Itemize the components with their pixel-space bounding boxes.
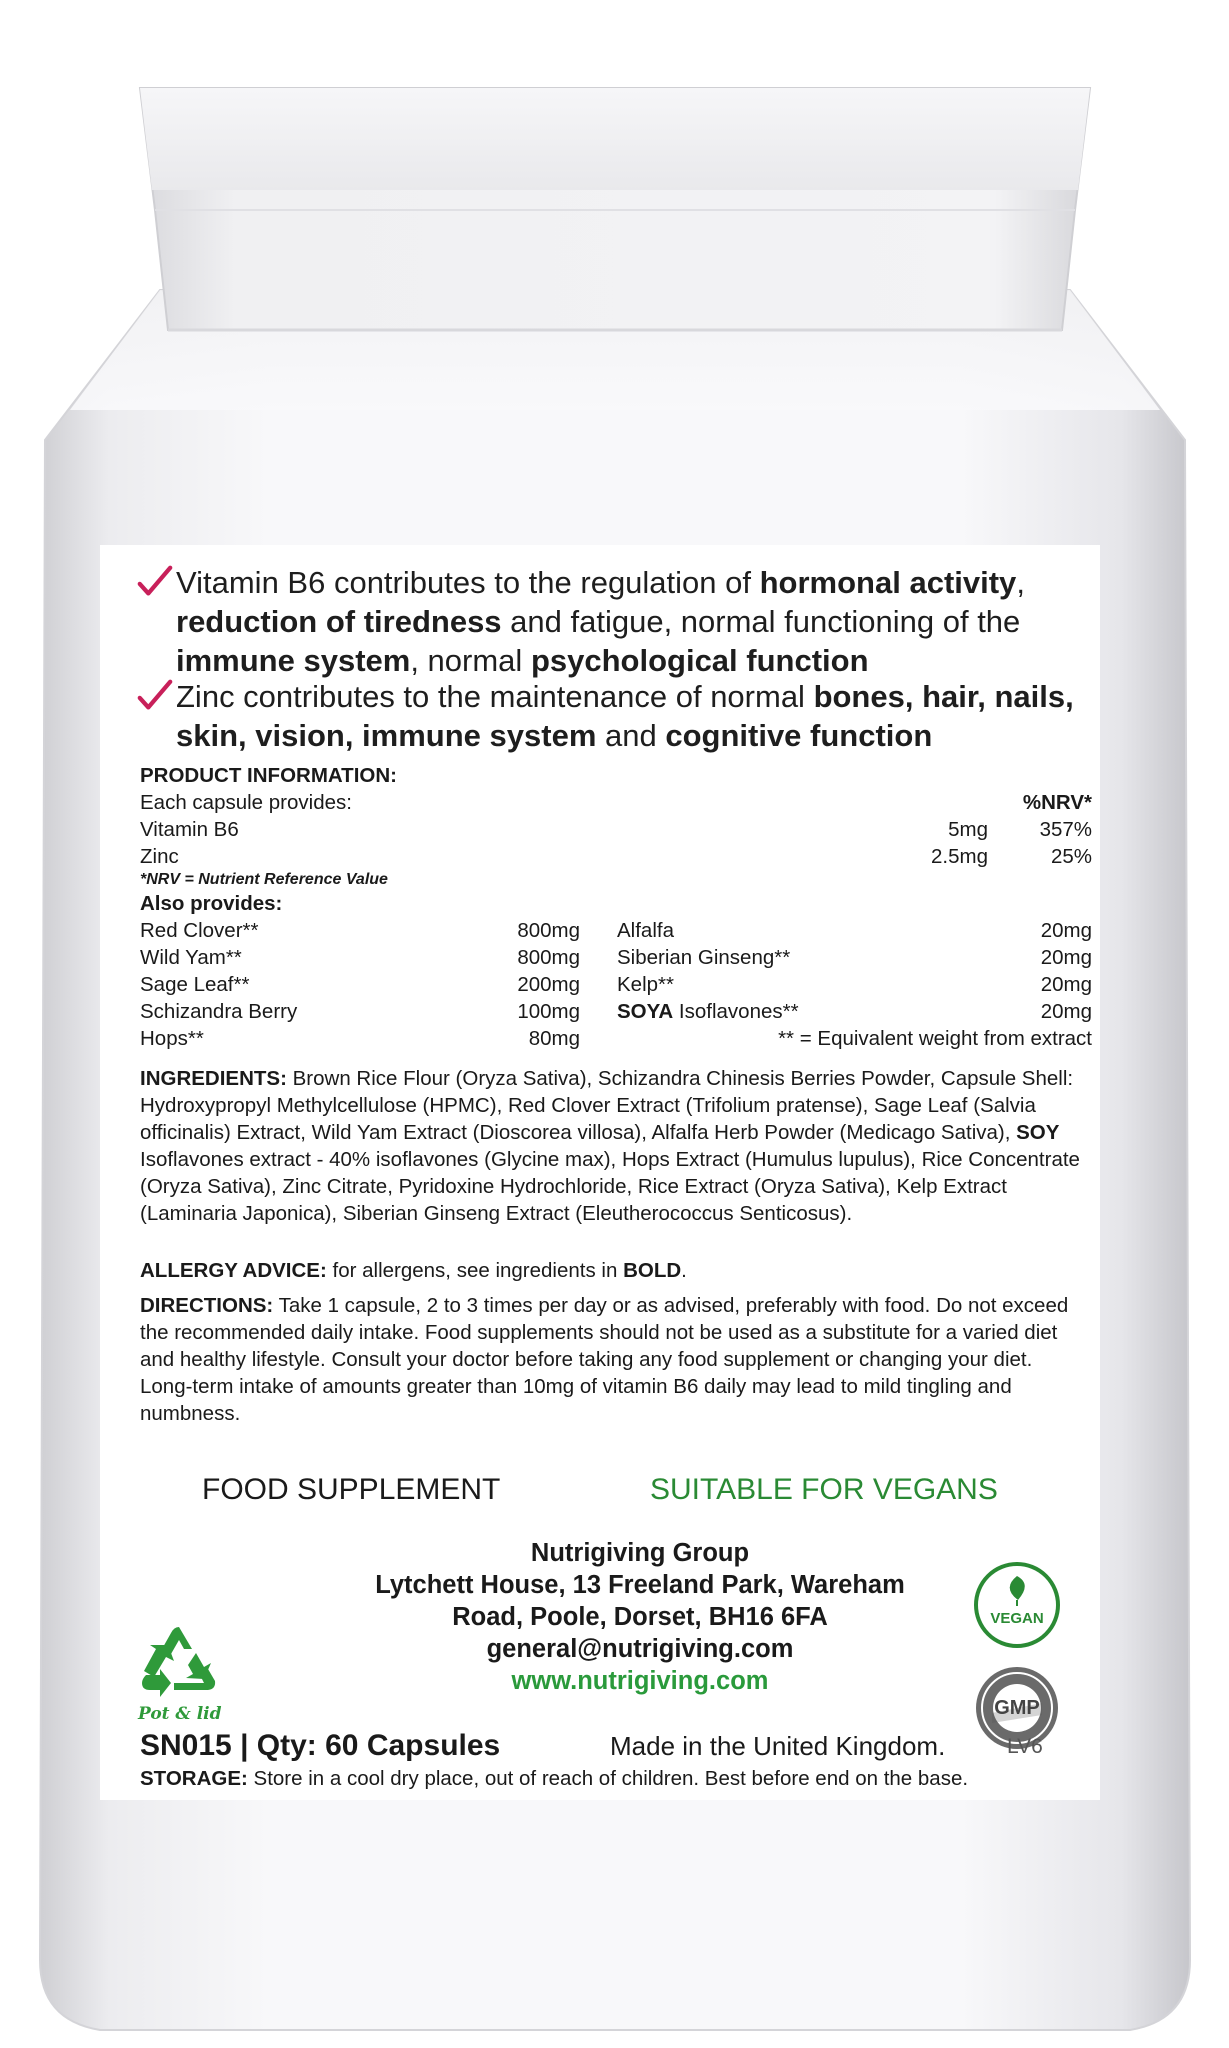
nutrient-row-b6: Vitamin B6 5mg 357% [140,818,1092,841]
company-address: Nutrigiving Group Lytchett House, 13 Freeland Park, Wareham Road, Poole, Dorset, BH16 6FA general@nutrigiving.com www.nutrigiving.com [280,1537,1000,1697]
also-provides-heading: Also provides: [140,892,283,915]
list-item: Schizandra Berry 100mg [140,1000,580,1023]
list-item: Alfalfa 20mg [617,919,1092,942]
recycle-label: Pot & lid [138,1704,222,1724]
product-code: SN015 | Qty: 60 Capsules [140,1729,501,1762]
recycle-badge [138,1623,228,1724]
also-provides-left [140,917,580,1052]
list-item: Wild Yam** 800mg [140,946,580,969]
health-claim-zinc: Zinc contributes to the maintenance of normal bones, hair, nails, skin, vision, immune system and cognitive function [176,677,1076,755]
company-website: www.nutrigiving.com [511,1667,769,1695]
b6-warning: Long-term intake of amounts greater than 10mg of vitamin B6 daily may lead to mild tingling and numbness. [140,1375,1012,1425]
directions: DIRECTIONS: Take 1 capsule, 2 to 3 times per day or as advised, preferably with food. Do not exceed the recommended daily intake. Food supplements should not be used as a substitute for a varied diet and healthy lifestyle. Consult your doctor before taking any food supplement or changing your diet. Long-term intake of amounts greater than 10mg of vitamin B6 daily may lead to mild tingling and numbness. [140,1294,1069,1425]
product-label [100,545,1100,1800]
company-email: general@nutrigiving.com [486,1635,794,1663]
lot-version: LV6 [1007,1735,1043,1758]
list-item: SOYA Isoflavones** 20mg [617,1000,1092,1023]
each-capsule-row: Each capsule provides: %NRV* [140,791,1092,814]
list-item: Sage Leaf** 200mg [140,973,580,996]
vegan-badge [972,1560,1062,1650]
vegan-badge-text: VEGAN [990,1610,1044,1627]
product-info-heading: PRODUCT INFORMATION: [140,764,397,787]
list-item: Kelp** 20mg [617,973,1092,996]
recycle-icon [138,1623,220,1701]
storage-text: STORAGE: Store in a cool dry place, out of reach of children. Best before end on the base. [140,1767,969,1790]
made-in-text: Made in the United Kingdom. [610,1731,946,1761]
checkmark-icon [136,677,174,715]
list-item: Hops** 80mg [140,1027,580,1050]
also-provides-table [140,917,1092,1052]
list-item: Red Clover** 800mg [140,919,580,942]
nrv-note: *NRV = Nutrient Reference Value [140,871,388,888]
health-claim-b6: Vitamin B6 contributes to the regulation of hormonal activity, reduction of tiredness and fatigue, normal functioning of the immune system, normal psychological function [176,563,1076,680]
ingredients: INGREDIENTS: Brown Rice Flour (Oryza Sativa), Schizandra Chinesis Berries Powder, Capsule Shell: Hydroxypropyl Methylcellulose (HPMC), Red Clover Extract (Trifolium pratense), Sage Leaf (Salvia officinalis) Extract, Wild Yam Extract (Dioscorea villosa), Alfalfa Herb Powder (Medicago Sativa), SOY Isoflavones extract - 40% isoflavones (Glycine max), Hops Extract (Humulus lupulus), Rice Concentrate (Oryza Sativa), Zinc Citrate, Pyridoxine Hydrochloride, Rice Extract (Oryza Sativa), Kelp Extract (Laminaria Japonica), Siberian Ginseng Extract (Eleutherococcus Senticosus). [140,1067,1080,1225]
food-supplement-text: FOOD SUPPLEMENT [202,1473,501,1506]
vegan-leaf-icon [972,1560,1062,1650]
allergy-advice: ALLERGY ADVICE: for allergens, see ingredients in BOLD. [140,1259,687,1282]
list-item: Siberian Ginseng** 20mg [617,946,1092,969]
nutrient-row-zinc: Zinc 2.5mg 25% [140,845,1092,868]
gmp-badge-text: GMP [994,1697,1040,1719]
also-provides-right [617,917,1092,1052]
product-information [140,762,1092,1052]
equivalent-note: ** = Equivalent weight from extract [778,1027,1092,1050]
nrv-header: %NRV* [1022,791,1092,814]
suitable-for-vegans-text: SUITABLE FOR VEGANS [650,1473,998,1506]
checkmark-icon [136,563,174,601]
